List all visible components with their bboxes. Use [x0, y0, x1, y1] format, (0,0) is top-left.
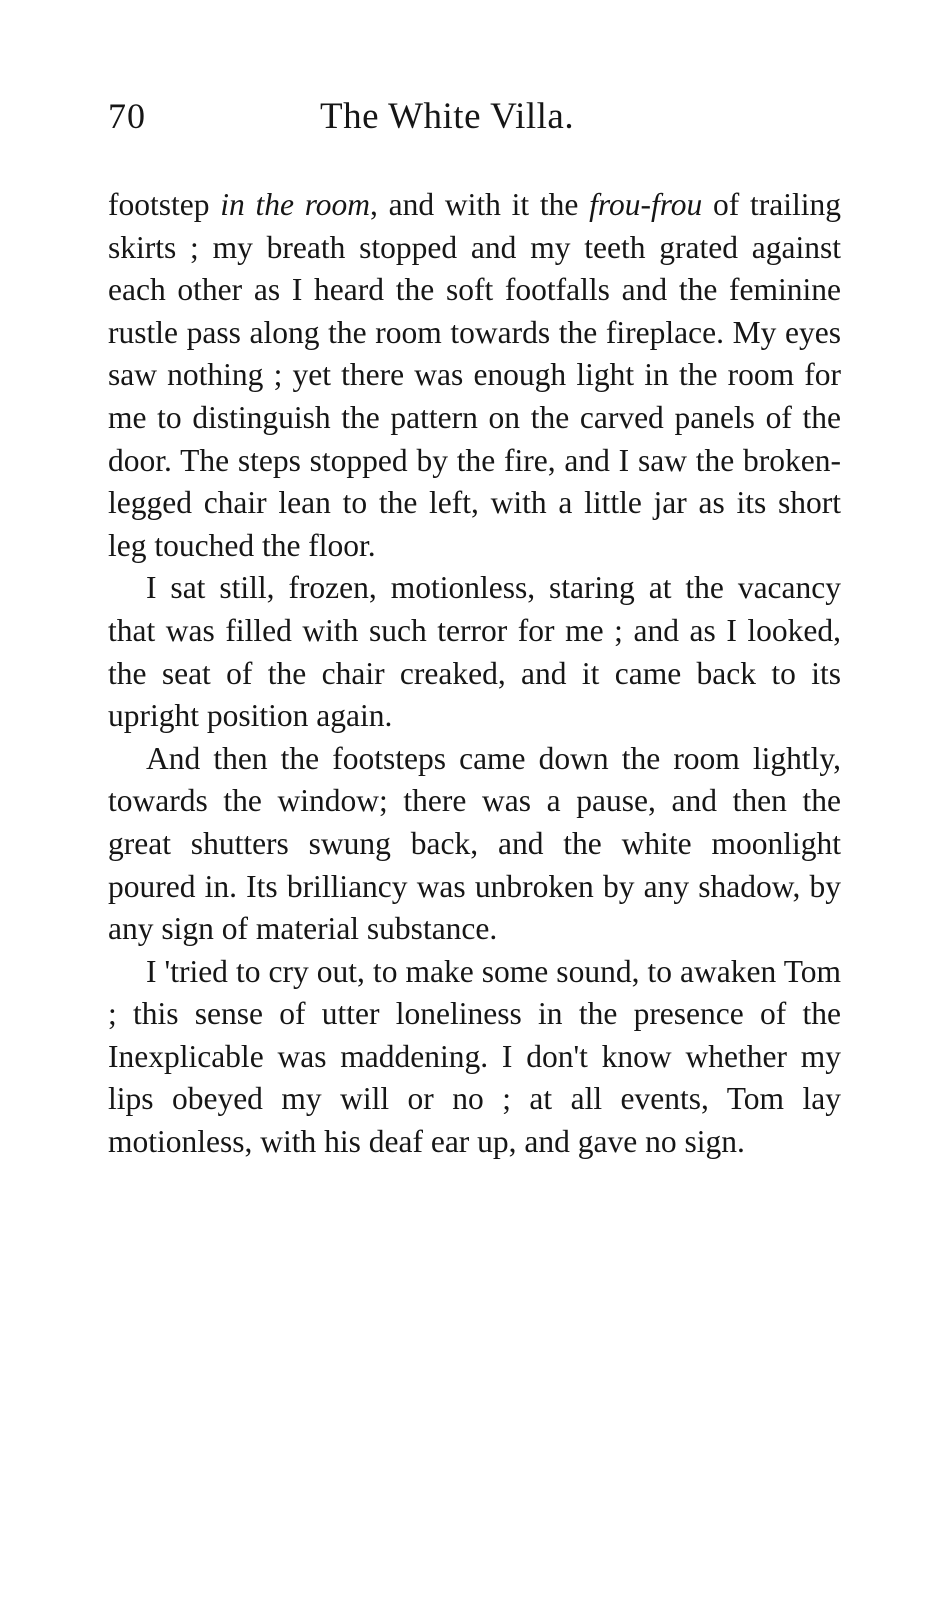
body-text — [108, 184, 841, 1164]
italic-text-segment: frou-frou — [589, 187, 703, 222]
running-head — [108, 95, 848, 145]
text-segment: I sat still, frozen, motionless, staring at the vacancy that was filled with such terror for me ; and as I looked, the seat of the chair creaked, and it came back to its upright position again. — [108, 570, 841, 734]
italic-text-segment: in the room — [220, 187, 371, 222]
page-number: 70 — [108, 96, 146, 136]
text-segment: I 'tried to cry out, to make some sound, to awaken Tom ; this sense of utter loneliness in the presence of the Inexplicable was maddening. I don't know whether my lips obeyed my will or no ; at all events, Tom lay motionless, with his deaf ear up, and gave no sign. — [108, 953, 841, 1160]
text-segment: , and with it the — [370, 187, 590, 222]
text-segment: And then the footsteps came down the room lightly, towards the window; there was a pause, and then the great shutters swung back, and the white moonlight poured in. Its brilliancy was unbroken by any shadow, by any sign of material substance. — [108, 740, 841, 947]
paragraph-1 — [108, 184, 841, 567]
paragraph-4 — [108, 951, 841, 1164]
running-title: The White Villa. — [320, 96, 575, 137]
text-segment: footstep — [108, 187, 221, 222]
paragraph-2 — [108, 567, 841, 737]
paragraph-3 — [108, 738, 841, 951]
text-segment: of trailing skirts ; my breath stopped and my teeth grated against each other as I heard the soft footfalls and the feminine rustle pass along the room towards the fireplace. My eyes saw nothing ; yet there was enough light in the room for me to distinguish the pattern on the carved panels of the door. The steps stopped by the fire, and I saw the broken-legged chair lean to the left, with a little jar as its short leg touched the floor. — [108, 187, 841, 563]
